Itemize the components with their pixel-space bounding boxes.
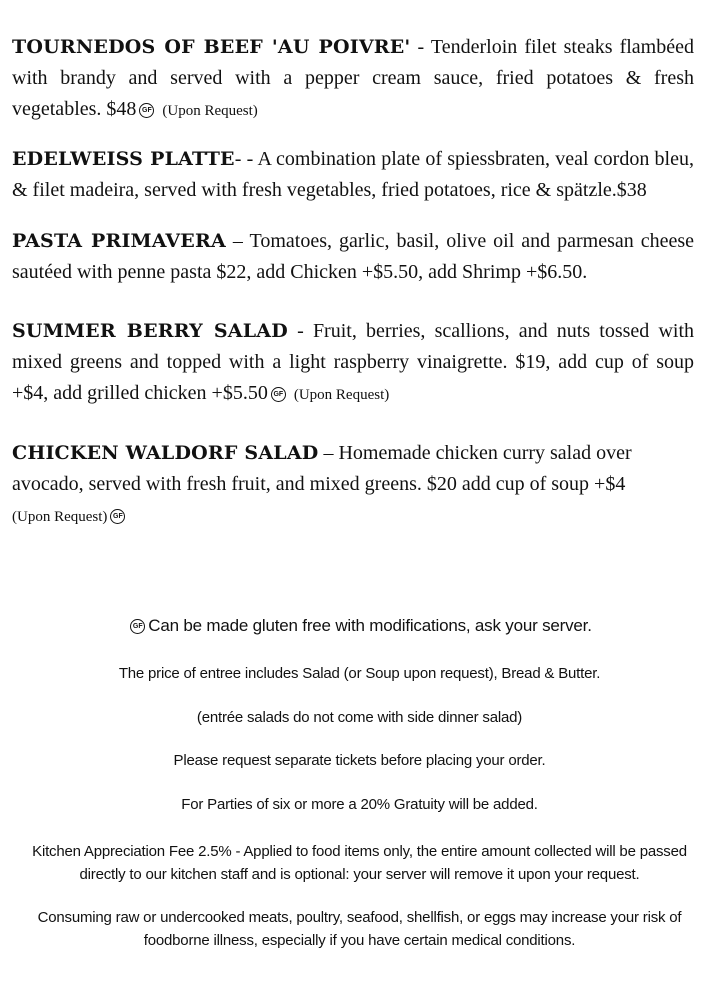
menu-item-pasta-primavera: [12, 226, 694, 288]
menu-item-edelweiss-platte: [12, 144, 694, 206]
item-description: A combination plate of spiessbraten, veal cordon bleu, & filet madeira, served with fresh vegetables, fried potatoes, rice & spätzle.$38: [12, 148, 694, 201]
item-separator: -: [410, 36, 431, 58]
upon-request-note: (Upon Request): [12, 509, 108, 525]
gluten-free-text: Can be made gluten free with modifications, ask your server.: [148, 616, 592, 635]
item-description: Homemade chicken curry salad over avocado, served with fresh fruit, and mixed greens. $20 add cup of soup +$4: [12, 442, 632, 495]
gratuity-note: For Parties of six or more a 20% Gratuity will be added.: [181, 796, 538, 813]
gluten-free-icon: GF: [110, 509, 125, 524]
item-name: PASTA PRIMAVERA: [12, 230, 226, 252]
gluten-free-icon: GF: [271, 387, 286, 402]
item-description: Fruit, berries, scallions, and nuts tossed with mixed greens and topped with a light raspberry vinaigrette. $19, add cup of soup +$4, add grilled chicken +$5.50: [12, 320, 694, 404]
item-name: CHICKEN WALDORF SALAD: [12, 442, 319, 464]
item-description: Tenderloin filet steaks flambéed with brandy and served with a pepper cream sauce, fried potatoes & fresh vegetables. $48: [12, 36, 694, 120]
menu-item-summer-berry-salad: [12, 316, 694, 411]
kitchen-fee-note: Kitchen Appreciation Fee 2.5% - Applied to food items only, the entire amount collected will be passed directly to our kitchen staff and is optional: your server will remove it upon your request.: [32, 843, 687, 883]
entree-price-note: The price of entree includes Salad (or Soup upon request), Bread & Butter.: [118, 665, 601, 682]
item-separator: - -: [234, 148, 258, 170]
item-name: TOURNEDOS OF BEEF 'AU POIVRE': [12, 36, 411, 58]
separate-tickets-note: Please request separate tickets before placing your order.: [173, 752, 546, 769]
menu-item-tournedos: [12, 32, 694, 127]
item-separator: -: [287, 320, 313, 342]
item-name: SUMMER BERRY SALAD: [12, 320, 288, 342]
menu-item-chicken-waldorf-salad: [12, 438, 694, 533]
item-description: Tomatoes, garlic, basil, olive oil and parmesan cheese sautéed with penne pasta $22, add Chicken +$5.50, add Shrimp +$6.50.: [12, 230, 695, 283]
gluten-free-note: [10, 614, 709, 637]
item-name: EDELWEISS PLATTE: [12, 148, 235, 170]
entree-salads-note: (entrée salads do not come with side dinner salad): [196, 709, 523, 726]
gluten-free-icon: GF: [139, 103, 154, 118]
gluten-free-icon: GF: [130, 619, 145, 634]
upon-request-note: (Upon Request): [162, 103, 258, 119]
raw-food-warning: Consuming raw or undercooked meats, poultry, seafood, shellfish, or eggs may increase your risk of foodborne illness, especially if you have certain medical conditions.: [37, 909, 682, 949]
item-separator: –: [225, 230, 250, 252]
upon-request-note: (Upon Request): [293, 387, 390, 403]
item-separator: –: [318, 442, 339, 464]
